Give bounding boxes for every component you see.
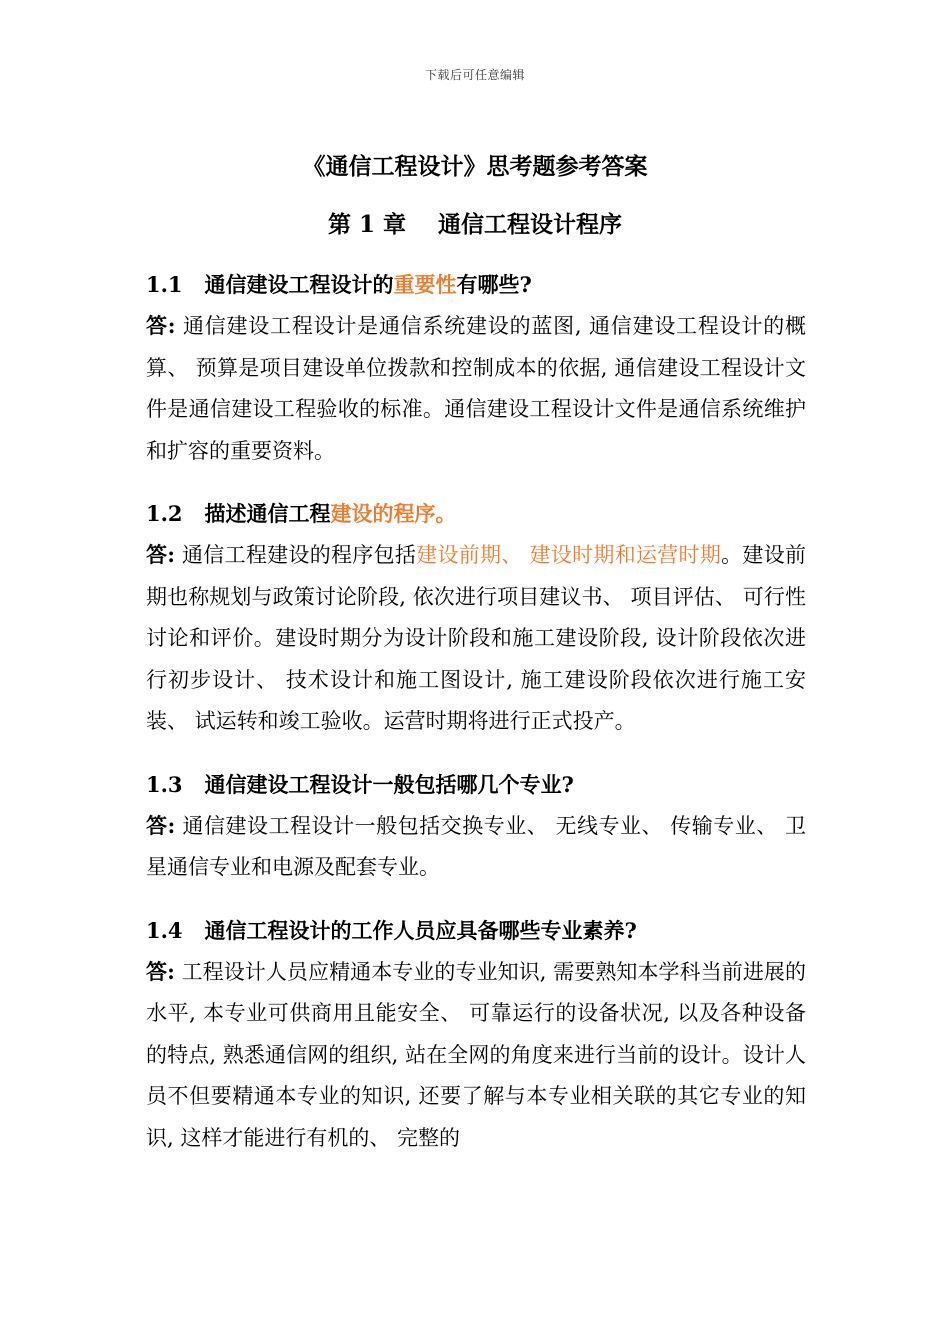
answer-text: 通信工程建设的程序包括 — [175, 543, 417, 567]
answer-paragraph — [146, 951, 806, 1160]
answer-label: 答: — [146, 958, 175, 984]
question-heading — [146, 493, 806, 534]
answer-paragraph — [146, 534, 806, 743]
document-body — [146, 264, 806, 1180]
answer-highlight: 建设前期、 建设时期和运营时期 — [416, 543, 722, 567]
qa-section-1-1 — [146, 264, 806, 472]
answer-text: 通信建设工程设计一般包括交换专业、 无线专业、 传输专业、 卫星通信专业和电源及配套专业。 — [146, 813, 806, 879]
question-highlight: 建设的程序。 — [330, 501, 457, 526]
answer-text: 通信建设工程设计是通信系统建设的蓝图, 通信建设工程设计的概算、 预算是项目建设单位拨款和控制成本的依据, 通信建设工程设计文件是通信建设工程验收的标准。通信建设工程设计文件是通信系统维护和扩容的重要资料。 — [146, 314, 806, 463]
answer-label: 答: — [146, 313, 176, 338]
question-heading — [146, 910, 806, 951]
answer-label: 答: — [146, 812, 176, 838]
question-number: 1.2 — [146, 501, 183, 526]
question-highlight: 重要性 — [393, 272, 457, 297]
question-text: 通信建设工程设计一般包括哪几个专业? — [204, 771, 574, 797]
question-text: 通信工程设计的工作人员应具备哪些专业素养? — [204, 917, 637, 943]
answer-text-end: 。建设前期也称规划与政策讨论阶段, 依次进行项目建议书、 项目评估、 可行性讨论和评价。建设时期分为设计阶段和施工建设阶段, 设计阶段依次进行初步设计、 技术设计和施工图设计, 施工建设阶段依次进行施工安装、 试运转和竣工验收。运营时期将进行正式投产。 — [146, 543, 806, 733]
question-text: 描述通信工程 — [204, 501, 331, 526]
answer-text: 工程设计人员应精通本专业的专业知识, 需要熟知本学科当前进展的水平, 本专业可供商用且能安全、 可靠运行的设备状况, 以及各种设备的特点, 熟悉通信网的组织, 站在全网的角度来进行当前的设计。设计人员不但要精通本专业的知识, 还要了解与本专业相关联的其它专业的知识, 这样才能进行有机的、 完整的 — [146, 959, 806, 1150]
chapter-title: 第 1 章 通信工程设计程序 — [327, 211, 623, 238]
question-number: 1.1 — [146, 272, 183, 297]
question-number: 1.4 — [146, 917, 183, 943]
question-number: 1.3 — [146, 771, 183, 797]
answer-label: 答: — [146, 542, 176, 567]
qa-section-1-3 — [146, 764, 806, 889]
question-heading — [146, 264, 806, 305]
answer-paragraph — [146, 305, 806, 472]
question-heading — [146, 764, 806, 805]
answer-paragraph — [146, 805, 806, 889]
page-header-note: 下载后可任意编辑 — [424, 68, 525, 82]
question-text-end: 有哪些? — [456, 272, 532, 297]
question-text: 通信建设工程设计的 — [204, 272, 394, 297]
qa-section-1-4 — [146, 910, 806, 1160]
qa-section-1-2 — [146, 493, 806, 743]
document-title: 《通信工程设计》思考题参考答案 — [302, 153, 648, 180]
